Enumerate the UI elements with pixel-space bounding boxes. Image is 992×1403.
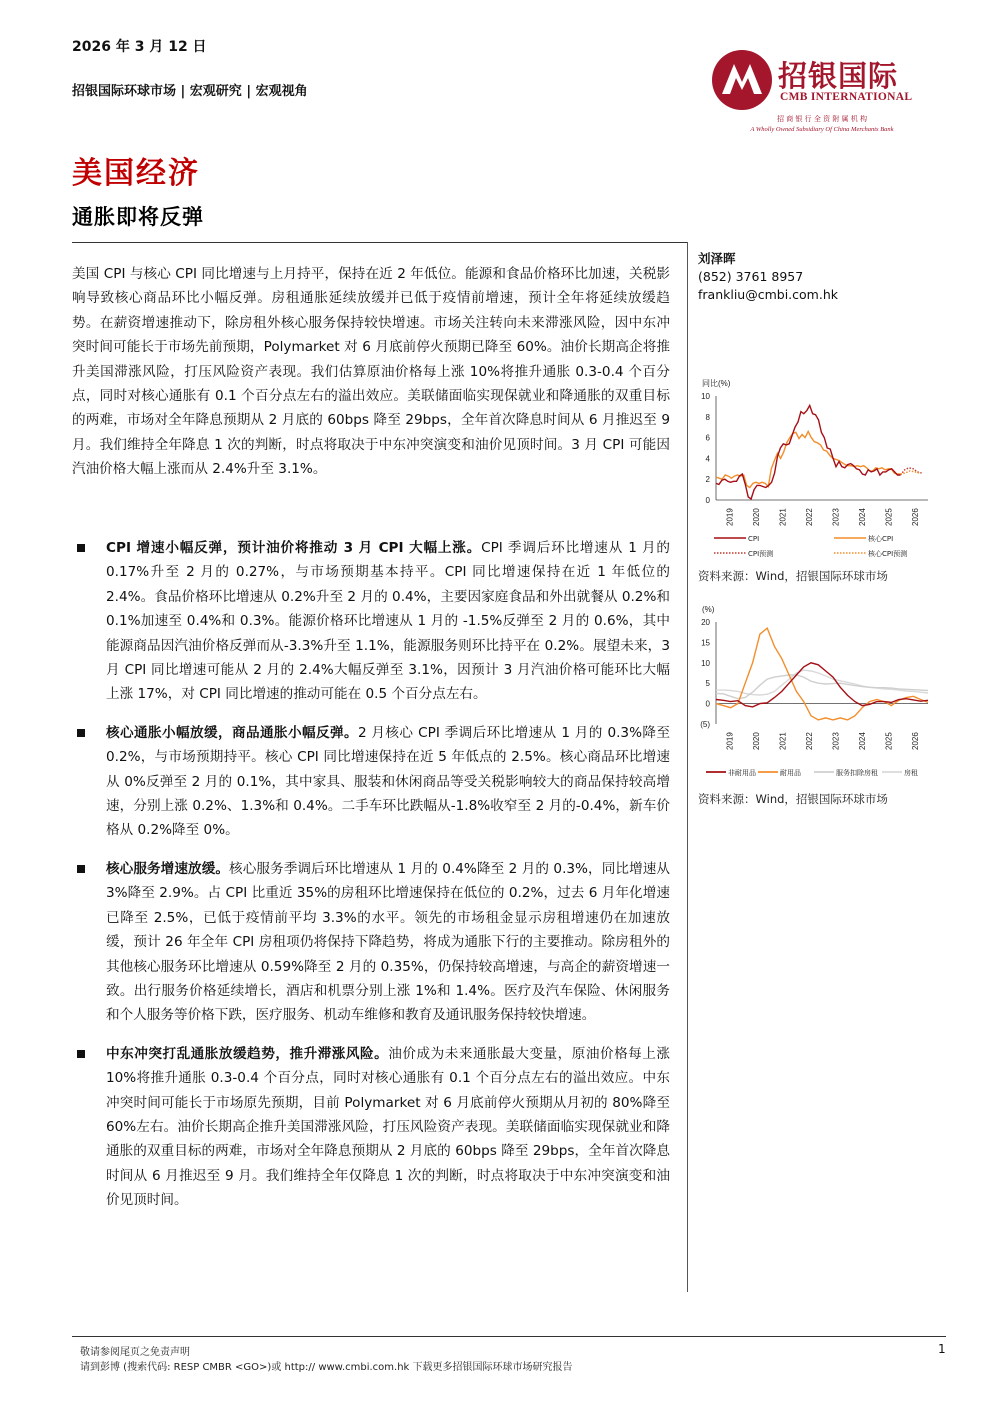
logo-name-en: CMB INTERNATIONAL <box>780 91 913 103</box>
footer-disclaimer[interactable]: 敬请参阅尾页之免责声明 <box>80 1347 190 1358</box>
y-tick-label: 8 <box>705 412 710 422</box>
legend-label: 核心CPI预测 <box>868 550 908 558</box>
series-line-2 <box>716 675 928 699</box>
y-tick-label: 0 <box>705 699 710 709</box>
y-tick-label: 6 <box>705 433 710 443</box>
bullet-heading: 中东冲突打乱通胀放缓趋势，推升滞涨风险。 <box>106 1045 389 1062</box>
legend-label: CPI预测 <box>748 550 774 558</box>
y-tick-label: 2 <box>705 475 710 485</box>
footer-divider <box>72 1336 946 1337</box>
bullet-item <box>72 536 670 707</box>
logo-mark-icon <box>710 48 774 112</box>
title-divider <box>72 242 687 243</box>
chart2-source: 资料来源：Wind，招银国际环球市场 <box>698 792 888 806</box>
y-tick-label: 4 <box>705 454 710 464</box>
summary-paragraph: 美国 CPI 与核心 CPI 同比增速与上月持平，保持在近 2 年低位。能源和食品价格环比加速，关税影响导致核心商品环比小幅反弹。房租通胀延续放缓并已低于疫情前增速，预计全年将延续放缓趋势。在薪资增速推动下，除房租外核心服务保持较快增速。市场关注转向未来滞涨风险，因中东冲突时间可能长于市场先前预期，Polymarket 对 6 月底前停火预期已降至 60%。油价长期高企将推升美国滞涨风险，打压风险资产表现。我们估算原油价格每上涨 10%将推升通胀 0.3-0.4 个百分点，同时对核心通胀有 0.1 个百分点左右的溢出效应。美联储面临实现保就业和降通胀的双重目标的两难，市场对全年降息预期从 2 月底的 60bps 降至 29bps，全年首次降息时间从 6 月推迟至 9 月。我们维持全年降息 1 次的判断，时点将取决于中东冲突演变和油价见顶时间。3 月 CPI 可能因汽油价格大幅上涨而从 2.4%升至 3.1%。 <box>72 266 670 478</box>
y-axis-label: (%) <box>702 605 715 614</box>
column-divider <box>687 242 688 1292</box>
bullet-heading: 核心通胀小幅放缓，商品通胀小幅反弹。 <box>106 724 359 741</box>
x-tick-label: 2023 <box>831 508 841 526</box>
legend-label: 非耐用品 <box>728 769 756 777</box>
x-tick-label: 2024 <box>857 732 867 750</box>
x-tick-label: 2023 <box>831 732 841 750</box>
bullet-square-icon <box>77 544 85 552</box>
y-axis-label: 同比(%) <box>702 379 731 388</box>
x-tick-label: 2021 <box>778 508 788 526</box>
x-tick-label: 2020 <box>751 732 761 750</box>
x-tick-label: 2025 <box>884 732 894 750</box>
bullet-square-icon <box>77 1050 85 1058</box>
series-line-3 <box>716 670 928 695</box>
y-tick-label: 10 <box>701 392 710 401</box>
bullet-item <box>72 1042 670 1213</box>
bullet-item <box>72 721 670 843</box>
x-tick-label: 2026 <box>910 508 920 526</box>
cmbi-logo <box>708 48 936 138</box>
legend-label: 耐用品 <box>780 769 801 777</box>
logo-tagline-cn: 招 商 银 行 全 资 附 属 机 构 <box>776 115 868 123</box>
series-cpi-line <box>716 405 900 499</box>
legend-label: 服务扣除房租 <box>836 769 878 777</box>
bullet-heading: 核心服务增速放缓。 <box>106 860 230 877</box>
page-subtitle: 通胀即将反弹 <box>72 204 204 229</box>
analyst-phone: (852) 3761 8957 <box>698 269 804 284</box>
bullet-text: 2 月核心 CPI 季调后环比增速从 1 月的 0.3%降至 0.2%，与市场预期持平。核心 CPI 同比增速保持在近 5 年低点的 2.5%。核心商品环比增速从 0%反弹至 2 月的 0.1%，其中家具、服装和休闲商品等受关税影响较大的商品保持较高增速，分别上涨 0.2%、1.3%和 0.4%。二手车环比跌幅从-1.8%收窄至 2 月的-0.4%，新车价格从 0.2%降至 0%。 <box>106 724 670 839</box>
bullet-list <box>72 536 670 1227</box>
x-tick-label: 2026 <box>910 732 920 750</box>
legend-label: 核心CPI <box>868 535 894 543</box>
analyst-contact <box>698 250 838 304</box>
page-number: 1 <box>938 1342 946 1356</box>
x-tick-label: 2019 <box>725 732 735 750</box>
bullet-item <box>72 857 670 1028</box>
y-tick-label: 15 <box>701 638 710 648</box>
bullet-square-icon <box>77 729 85 737</box>
bullet-square-icon <box>77 865 85 873</box>
x-tick-label: 2021 <box>778 732 788 750</box>
analyst-name: 刘泽晖 <box>698 251 736 266</box>
report-date: 2026 年 3 月 12 日 <box>72 39 207 55</box>
analyst-email[interactable]: frankliu@cmbi.com.hk <box>698 287 838 302</box>
chart1-source: 资料来源：Wind，招银国际环球市场 <box>698 569 888 583</box>
goods-services-chart <box>696 604 936 784</box>
y-tick-label: 0 <box>705 496 710 505</box>
x-tick-label: 2022 <box>804 508 814 526</box>
y-tick-label: 20 <box>701 618 710 627</box>
series-line-0 <box>716 663 928 707</box>
y-tick-label: (5) <box>700 720 710 729</box>
breadcrumb: 招银国际环球市场 | 宏观研究 | 宏观视角 <box>72 84 308 99</box>
legend-label: CPI <box>748 535 760 543</box>
cpi-chart <box>696 372 936 568</box>
logo-tagline-en: A Wholly Owned Subsidiary Of China Merchants Bank <box>750 126 894 133</box>
x-tick-label: 2020 <box>751 508 761 526</box>
bullet-text: 油价成为未来通胀最大变量，原油价格每上涨 10%将推升通胀 0.3-0.4 个百分点，同时对核心通胀有 0.1 个百分点左右的溢出效应。中东冲突时间可能长于市场原先预期，目前 Polymarket 对 6 月底前停火预期从月初的 80%降至 60%左右。油价长期高企推升美国滞涨风险，打压风险资产表现。美联储面临实现保就业和降通胀的双重目标的两难，市场对全年降息预期从 2 月底的 60bps 降至 29bps，全年首次降息时间从 6 月推迟至 9 月。我们维持全年仅降息 1 次的判断，时点将取决于中东冲突演变和油价见顶时间。 <box>106 1045 671 1209</box>
page-title: 美国经济 <box>72 156 200 191</box>
legend-label: 房租 <box>904 769 918 777</box>
x-tick-label: 2019 <box>725 508 735 526</box>
bullet-text: 核心服务季调后环比增速从 1 月的 0.4%降至 2 月的 0.3%，同比增速从 3%降至 2.9%。占 CPI 比重近 35%的房租环比增速保持在低位的 0.2%，过去 6 月年化增速已降至 2.5%，已低于疫情前平均 3.3%的水平。领先的市场租金显示房租增速仍在加速放缓，预计 26 年全年 CPI 房租项仍将保持下降趋势，将成为通胀下行的主要推动。除房租外的其他核心服务环比增速从 0.59%降至 2 月的 0.35%，仍保持较高增速，与高企的薪资增速一致。出行服务价格延续增长，酒店和机票分别上涨 1%和 1.4%。医疗及汽车保险、休闲服务和个人服务等价格下跌，医疗服务、机动车维修和教育及通讯服务保持较快增速。 <box>106 860 670 1024</box>
y-tick-label: 5 <box>705 679 710 689</box>
y-tick-label: 10 <box>701 658 710 668</box>
x-tick-label: 2024 <box>857 508 867 526</box>
x-tick-label: 2025 <box>884 508 894 526</box>
bullet-heading: CPI 增速小幅反弹，预计油价将推动 3 月 CPI 大幅上涨。 <box>106 540 482 556</box>
footer-bloomberg: 请到彭博 (搜索代码: RESP CMBR <GO>)或 http:// www.cmbi.com.hk 下载更多招银国际环球市场研究报告 <box>80 1362 573 1373</box>
logo-name-cn: 招银国际 <box>778 59 899 93</box>
bullet-text: CPI 季调后环比增速从 1 月的 0.17%升至 2 月的 0.27%，与市场预期基本持平。CPI 同比增速保持在近 1 年低位的 2.4%。食品价格环比增速从 0.2%升至 2 月的 0.4%，主要因家庭食品和外出就餐从 0.2%和 0.1%加速至 0.4%和 0.3%。能源价格环比增速从 1 月的 -1.5%反弹至 2 月的 0.6%，其中能源商品因汽油价格反弹而从-3.3%升至 1.1%，能源服务则环比持平在 0.2%。展望未来，3 月 CPI 同比增速可能从 2 月的 2.4%大幅反弹至 3.1%，因预计 3 月汽油价格可能环比大幅上涨 17%，对 CPI 同比增速的推动可能在 0.5 个百分点左右。 <box>106 540 670 703</box>
x-tick-label: 2022 <box>804 732 814 750</box>
